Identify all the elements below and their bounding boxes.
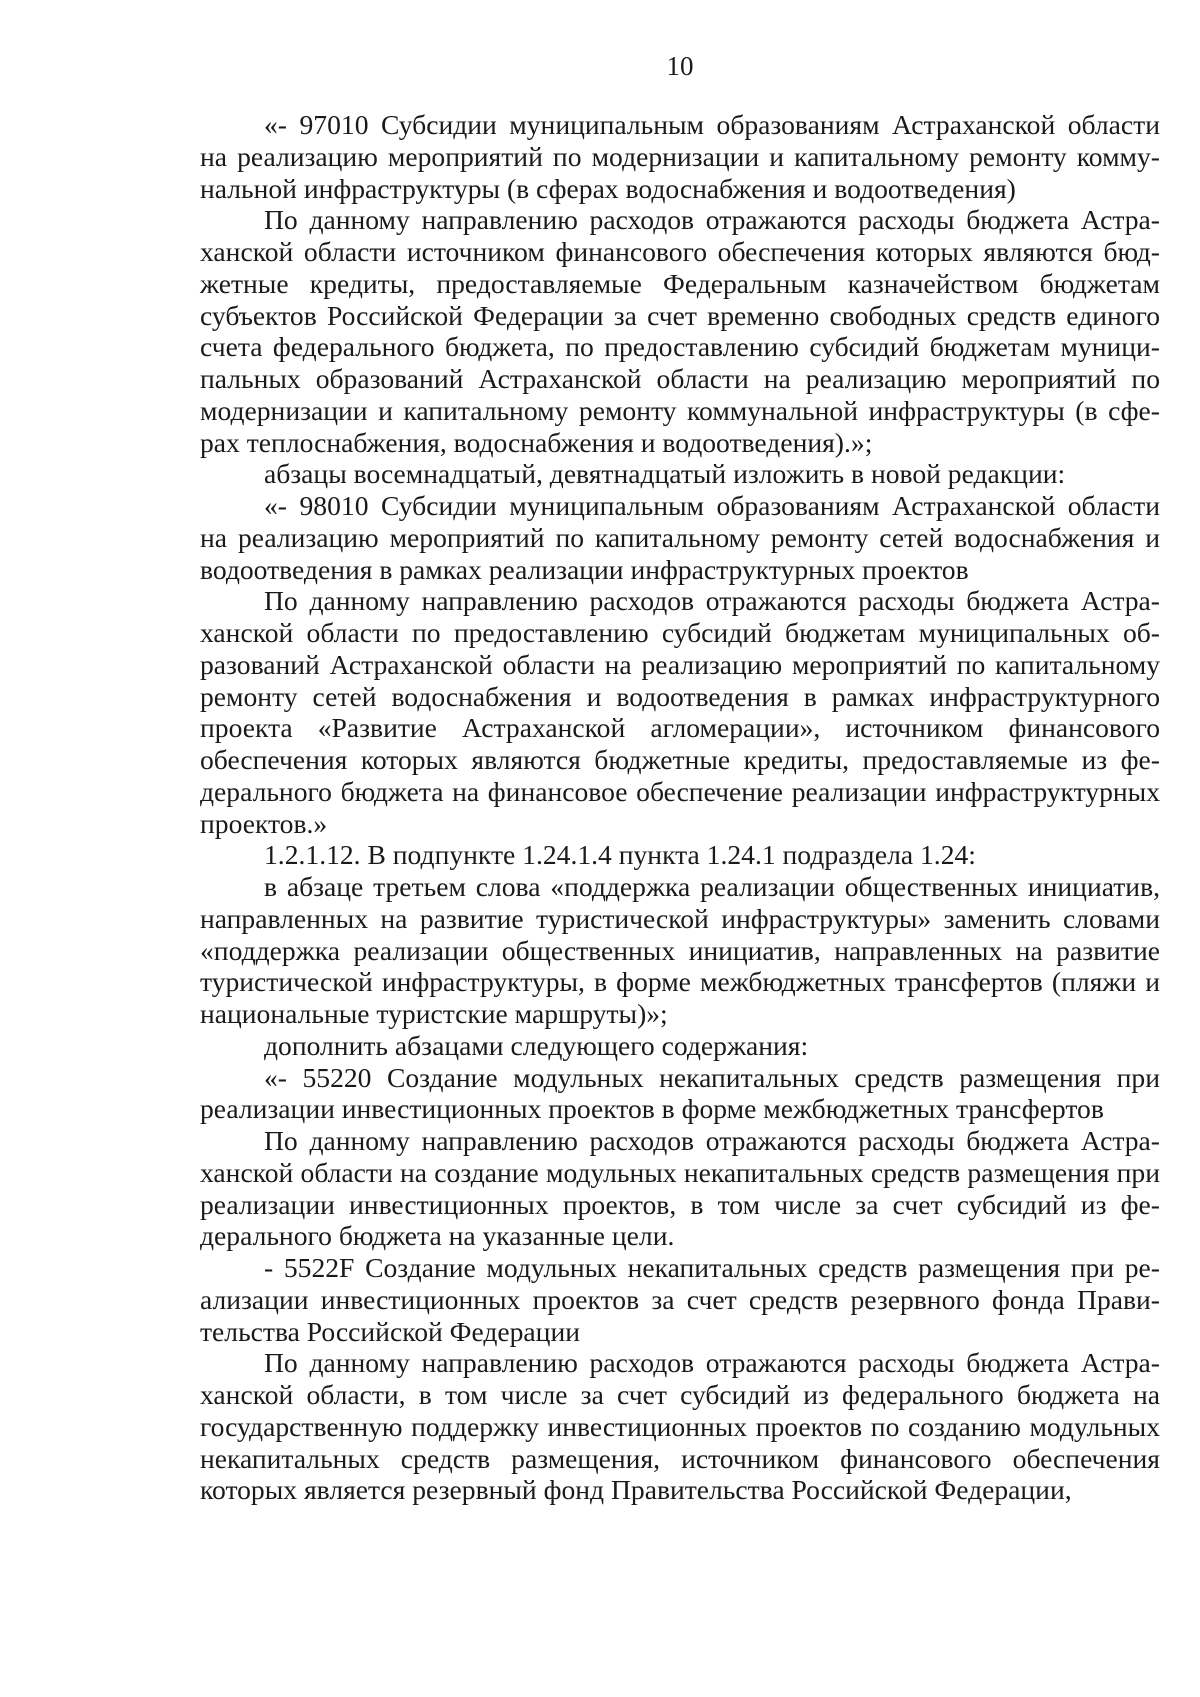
paragraph-amendment-instruction: абзацы восемнадцатый, девятнадцатый изложить в новой редакции: [264, 458, 1066, 490]
paragraph-code-5522f: - 5522F Создание модульных некапитальных средств размещения при реализации инвестиционных проектов за счет средств резервного фонда Правительства Российской Федерации [200, 1252, 1160, 1347]
page-number: 10 [666, 51, 694, 81]
paragraph-replace-words: в абзаце третьем слова «поддержка реализации общественных инициатив, направленных на развитие туристической инфраструктуры» заменить словами «поддержка реализации общественных инициатив, направленных на развитие туристической инфраструктуры, в форме межбюджетных трансфертов (пляжи и национальные туристские маршруты)»; [200, 871, 1160, 1029]
paragraph-supplement-instruction: дополнить абзацами следующего содержания: [264, 1029, 809, 1061]
paragraph-code-55220: «- 55220 Создание модульных некапитальных средств размещения при реализации инвестиционных проектов в форме межбюджетных трансфертов [200, 1061, 1160, 1125]
paragraph-98010-description: По данному направлению расходов отражаются расходы бюджета Астраханской области по предоставлению субсидий бюджетам муниципальных образований Астраханской области на реализацию мероприятий по капитальному ремонту сетей водоснабжения и водоотведения в рамках инфраструктурного проекта «Развитие Астраханской агломерации», источником финансового обеспечения которых являются бюджетные кредиты, предоставляемые из федерального бюджета на финансовое обеспечение реализации инфраструктурных проектов.» [200, 585, 1160, 839]
paragraph-code-98010: «- 98010 Субсидии муниципальным образованиям Астраханской области на реализацию мероприятий по капитальному ремонту сетей водоснабжения и водоотведения в рамках реализации инфраструктурных проектов [200, 490, 1160, 585]
paragraph-5522f-description: По данному направлению расходов отражаются расходы бюджета Астраханской области, в том числе за счет субсидий из федерального бюджета на государственную поддержку инвестиционных проектов по созданию модульных некапитальных средств размещения, источником финансового обеспечения которых является резервный фонд Правительства Российской Федерации, [200, 1347, 1160, 1506]
paragraph-55220-description: По данному направлению расходов отражаются расходы бюджета Астраханской области на создание модульных некапитальных средств размещения при реализации инвестиционных проектов, в том числе за счет субсидий из федерального бюджета на указанные цели. [200, 1125, 1160, 1252]
paragraph-97010-description: По данному направлению расходов отражаются расходы бюджета Астраханской области источником финансового обеспечения которых являются бюджетные кредиты, предоставляемые Федеральным казначейством бюджетам субъектов Российской Федерации за счет временно свободных средств единого счета федерального бюджета, по предоставлению субсидий бюджетам муниципальных образований Астраханской области на реализацию мероприятий по модернизации и капитальному ремонту коммунальной инфраструктуры (в сферах теплоснабжения, водоснабжения и водоотведения).»; [200, 204, 1160, 458]
paragraph-code-97010: «- 97010 Субсидии муниципальным образованиям Астраханской области на реализацию мероприятий по модернизации и капитальному ремонту коммунальной инфраструктуры (в сферах водоснабжения и водоотведения) [200, 109, 1160, 204]
paragraph-clause-1-2-1-12: 1.2.1.12. В подпункте 1.24.1.4 пункта 1.24.1 подраздела 1.24: [264, 839, 976, 871]
document-body [200, 109, 1160, 1506]
